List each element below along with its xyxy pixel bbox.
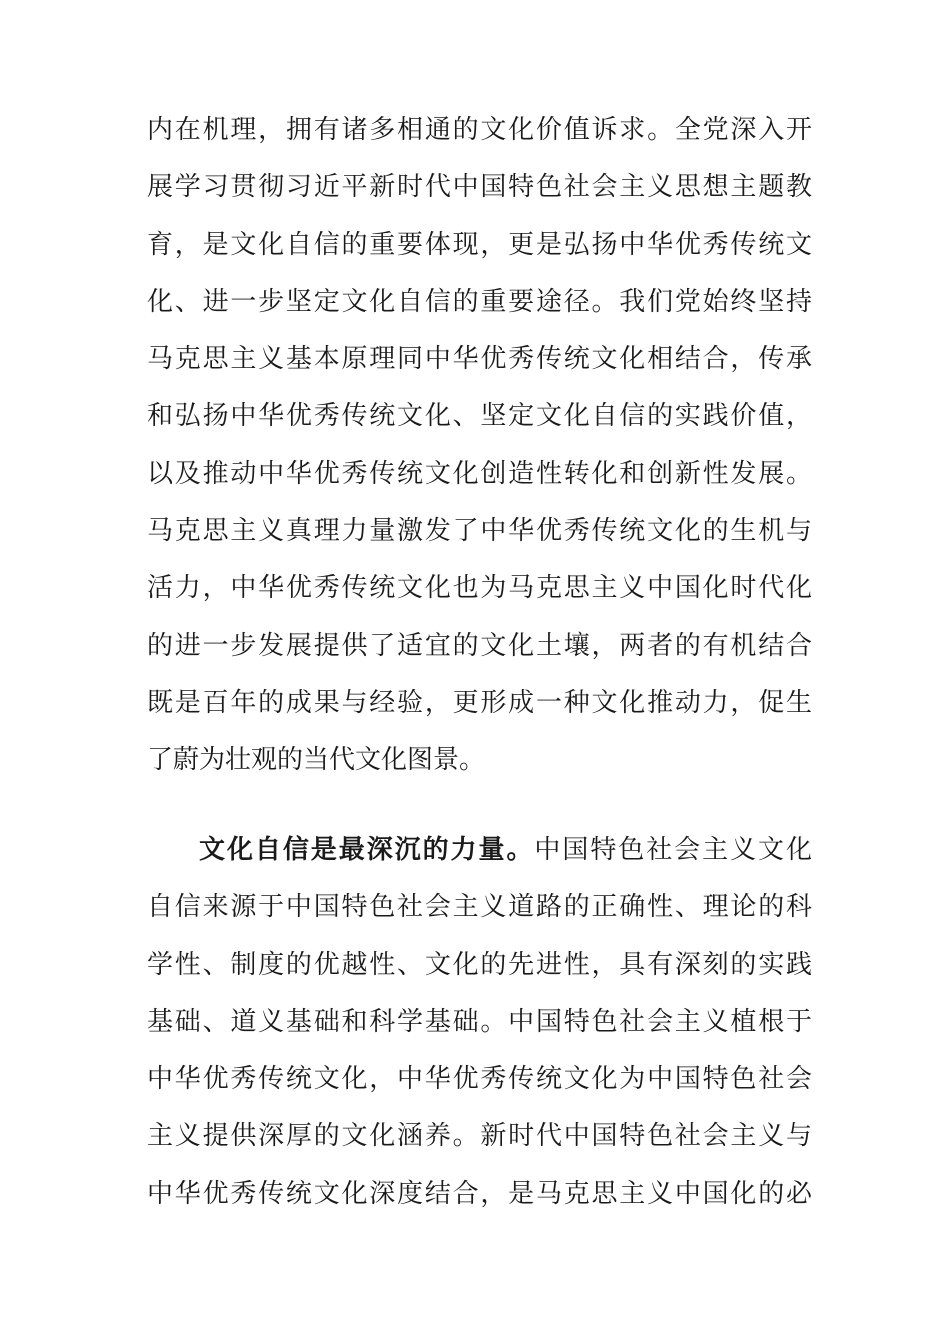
text-line: 和弘扬中华优秀传统文化、坚定文化自信的实践价值， — [147, 401, 812, 432]
text-line: 基础、道义基础和科学基础。中国特色社会主义植根于 — [147, 1006, 812, 1037]
text-line: 了蔚为壮观的当代文化图景。 — [147, 745, 486, 776]
text-line: 以及推动中华优秀传统文化创造性转化和创新性发展。 — [147, 458, 812, 489]
text-line: 主义提供深厚的文化涵养。新时代中国特色社会主义与 — [147, 1121, 812, 1152]
text-line: 内在机理，拥有诸多相通的文化价值诉求。全党深入开 — [147, 115, 812, 145]
text-line: 既是百年的成果与经验，更形成一种文化推动力，促生 — [147, 687, 812, 718]
text-line: 中华优秀传统文化深度结合，是马克思主义中国化的必 — [147, 1178, 812, 1209]
text-line: 马克思主义基本原理同中华优秀传统文化相结合，传承 — [147, 344, 812, 375]
text-line: 展学习贯彻习近平新时代中国特色社会主义思想主题教 — [147, 172, 812, 203]
paragraph-heading: 文化自信是最深沉的力量。 — [199, 835, 535, 865]
paragraph-2 — [147, 822, 812, 1223]
text-line: 中华优秀传统文化，中华优秀传统文化为中国特色社会 — [147, 1064, 812, 1095]
text-line: 育，是文化自信的重要体现，更是弘扬中华优秀传统文 — [147, 229, 812, 260]
text-line: 的进一步发展提供了适宜的文化土壤，两者的有机结合 — [147, 630, 812, 661]
paragraph-1 — [147, 102, 812, 790]
text-line: 自信来源于中国特色社会主义道路的正确性、理论的科 — [147, 892, 812, 923]
text-line — [147, 822, 812, 879]
text-line: 学性、制度的优越性、文化的先进性，具有深刻的实践 — [147, 949, 812, 980]
text-line: 马克思主义真理力量激发了中华优秀传统文化的生机与 — [147, 516, 812, 547]
text-line: 活力，中华优秀传统文化也为马克思主义中国化时代化 — [147, 573, 812, 604]
text-line: 化、进一步坚定文化自信的重要途径。我们党始终坚持 — [147, 286, 812, 317]
first-line-text: 中国特色社会主义文化 — [534, 835, 812, 865]
